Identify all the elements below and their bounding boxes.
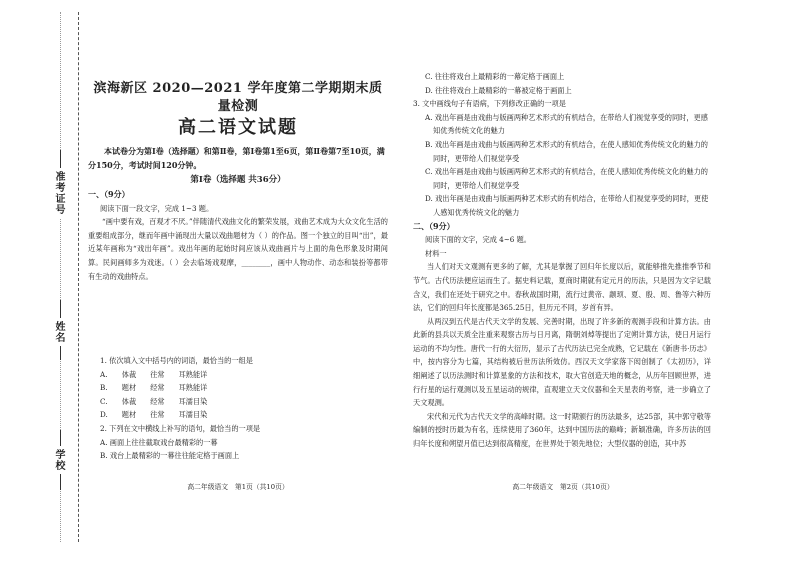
q2-option-a[interactable]: A. 画面上往往截取戏台最精彩的一幕 [100, 437, 218, 447]
passage-paragraph: “画中要有戏，百观才不厌。”伴随清代戏曲文化的繁荣发展，戏曲艺术成为大众文化生活的重要组成部分，继而年画中涌现出大量以戏曲题材为（ ）的作品。图一个独立的目叫“出”，最近某年画称为“戏出年画”。戏出年画的起始时间应该从戏曲画片与上面的角色形象及时期间算。民间画师多为戏迷。（ ）会去临场戏观摩，________，画中人物动作、动态和装扮等都带有生动的戏曲特点。 [88, 217, 388, 281]
q1-option-b[interactable] [100, 381, 221, 395]
q3-option-a[interactable]: A. 戏出年画是由戏曲与版画两种艺术形式的有机结合，在带给人们视觉享受的同时，更感知优秀传统文化的魅力 [425, 112, 708, 136]
option-word: 耳熟能详 [178, 369, 208, 379]
option-letter: A. [100, 369, 108, 379]
section-1-heading: 第Ⅰ卷（选择题 共36分） [190, 175, 286, 185]
option-letter: C. [100, 396, 108, 406]
reading-instruction: 阅读下面一段文字，完成 1~3 题。 [100, 203, 214, 213]
option-word: 体裁 [121, 369, 137, 379]
q3-option-b[interactable]: B. 戏出年画是由戏曲与版画两种艺术形式的有机结合，在使人感知优秀传统文化的魅力的同时，更带给人们视觉享受 [425, 139, 708, 163]
option-word: 题材 [121, 383, 137, 393]
page-footer-right: 高二年级语文 第2页（共10页） [413, 481, 713, 491]
q1-option-c[interactable] [100, 395, 221, 409]
exam-id-label: 准考证号 [51, 168, 66, 218]
school-label: 学校 [51, 446, 66, 474]
option-letter: D. [100, 410, 108, 420]
q1-options [100, 368, 221, 422]
option-word: 往常 [150, 410, 165, 420]
reading-instruction-2: 阅读下面的文字，完成 4~6 题。 [425, 235, 531, 245]
option-word: 耳濡目染 [178, 410, 208, 420]
binding-margin [0, 0, 100, 561]
option-word: 经常 [150, 396, 165, 406]
option-word: 经常 [150, 383, 165, 393]
q2-option-c[interactable]: C. 往往将戏台上最精彩的一幕定格于画面上 [425, 72, 565, 81]
q3-option-d[interactable]: D. 戏出年画是由戏曲与版画两种艺术形式的有机结合，在带给人们视觉享受的同时，更使人感知优秀传统文化的魅力 [425, 194, 709, 217]
option-word: 耳濡目染 [178, 396, 208, 406]
q3-option-c[interactable]: C. 戏出年画是由戏曲与版画两种艺术形式的有机结合，在使人感知优秀传统文化的魅力的同时，更带给人们视觉享受 [425, 167, 708, 190]
passage2-paragraph: 从两汉到五代是古代天文学的发展、完善时期，出现了许多新的观测手段和计算方法。由此新的县兵以天质全注重来观察古历与日月离，隋朝刘焯等提出了定朔计算方法，使日月运行运动的不均匀性。唐代一行的大衍历，显示了古代历法已完全成熟，它记载在《新唐书·历志》中，按内容分为七篇，其结构被后世历法所效仿。西汉天文学家落下闳创制了《太初历》，详细阐述了以历法测时和计算星象的方法和技术，取大官创造天地的概念，从历年回顾世界，进行行星的运行观测以及五星运动的规律，直观建立天文仪器和全天星表的考察，进一步确立了天文观测。 [413, 316, 711, 408]
material-label: 材料一 [425, 248, 447, 258]
passage2-paragraph: 当人们对天文观测有更多的了解，尤其是掌握了回归年长度以后，就能够推先推推季节和节气。古代历法便应运而生了。据史料记载，夏商时期就有定元月的历法，只是因为文字记载含义，我们在还处于研究之中。春秋战国时期，流行过黄帝、颛顼、夏、殷、周、鲁等六种历法，它们的回归年长度都是365.25日，但历元不同，岁首有异。 [413, 262, 711, 313]
instructions: 本试卷分为第Ⅰ卷（选择题）和第Ⅱ卷，第Ⅰ卷第1至6页，第Ⅱ卷第7至10页，满分150分，考试时间120分钟。 [88, 146, 385, 170]
passage2-paragraph: 宋代和元代为古代天文学的高峰时期。这一时期颁行的历法最多，达25部，其中郭守敬等编制的授时历最为有名，连续使用了360年，达到中国历法的巅峰；新颖准确，许多历法的回归年长度和朔望月值已达到很高精度，在世界处于领先地位；大型仪器的创造，其中苏 [413, 411, 711, 449]
q1-option-a[interactable] [100, 368, 221, 382]
option-letter: B. [100, 383, 108, 393]
question-2: 2. 下列在文中横线上补写的语句，最恰当的一项是 [100, 423, 261, 433]
question-1: 1. 依次填入文中括号内的词语，最恰当的一组是 [100, 356, 253, 365]
question-3: 3. 文中画线句子有语病，下列修改正确的一项是 [413, 99, 566, 109]
option-word: 耳熟能详 [178, 383, 208, 393]
q1-option-d[interactable] [100, 408, 221, 422]
right-page [413, 70, 711, 476]
name-label: 姓名 [51, 318, 66, 346]
page-footer-left: 高二年级语文 第1页（共10页） [187, 483, 289, 491]
exam-title: 滨海新区 2020—2021 学年度第二学期期末质量检测 [93, 81, 383, 114]
q2-option-d[interactable]: D. 往往将戏台上最精彩的一幕被定格于画面上 [425, 85, 572, 95]
subject-title: 高二语文试题 [178, 117, 298, 138]
option-word: 题材 [121, 410, 137, 420]
q2-option-b[interactable]: B. 戏台上最精彩的一幕往往能定格于画面上 [100, 451, 240, 461]
question-section-2: 二、（9分） [413, 220, 455, 231]
option-word: 往常 [150, 369, 165, 379]
seal-line [78, 12, 79, 542]
left-page-lower [88, 70, 388, 480]
question-section-1: 一、（9分） [88, 189, 130, 199]
option-word: 体裁 [121, 396, 137, 406]
